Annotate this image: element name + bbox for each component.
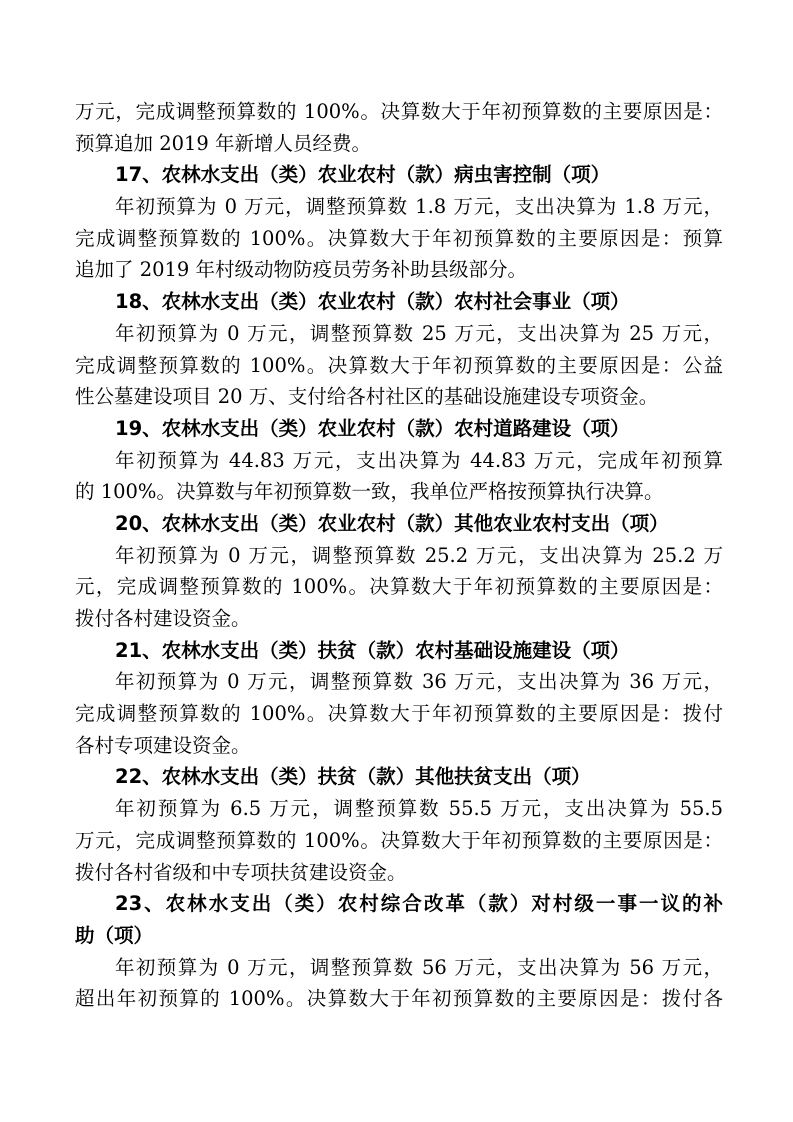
section-heading: 19、农林水支出（类）农业农村（款）农村道路建设（项） [115, 416, 630, 440]
text-line: 年初预算为 0 万元，调整预算数 25.2 万元，支出决算为 25.2 万 [115, 543, 723, 567]
paragraph [75, 952, 723, 1015]
section-heading: 17、农林水支出（类）农业农村（款）病虫害控制（项） [115, 163, 611, 187]
text-line: 追加了 2019 年村级动物防疫员劳务补助县级部分。 [75, 258, 528, 282]
section-heading: 23、农林水支出（类）农村综合改革（款）对村级一事一议的补 [115, 892, 723, 916]
text-line: 年初预算为 0 万元，调整预算数 36 万元，支出决算为 36 万元， [115, 670, 723, 694]
text-line: 年初预算为 0 万元，调整预算数 25 万元，支出决算为 25 万元， [115, 321, 723, 345]
text-line: 万元，完成调整预算数的 100%。决算数大于年初预算数的主要原因是： [75, 828, 723, 852]
text-line: 性公墓建设项目 20 万、支付给各村社区的基础设施建设专项资金。 [75, 385, 659, 409]
text-line: 完成调整预算数的 100%。决算数大于年初预算数的主要原因是：预算 [75, 226, 723, 250]
paragraph [75, 191, 723, 286]
paragraph [75, 96, 723, 159]
paragraph [75, 318, 723, 413]
text-line: 拨付各村省级和中专项扶贫建设资金。 [75, 860, 407, 884]
section-heading: 18、农林水支出（类）农业农村（款）农村社会事业（项） [115, 290, 630, 314]
paragraph [75, 793, 723, 888]
paragraph [75, 540, 723, 635]
text-line: 拨付各村建设资金。 [75, 607, 251, 630]
text-line: 万元，完成调整预算数的 100%。决算数大于年初预算数的主要原因是： [75, 100, 723, 123]
text-line: 的 100%。决算数与年初预算数一致，我单位严格按预算执行决算。 [75, 480, 664, 504]
section-heading: 20、农林水支出（类）农业农村（款）其他农业农村支出（项） [115, 511, 669, 535]
section-heading-continuation: 助（项） [75, 923, 154, 947]
paragraph [75, 445, 723, 508]
section-heading: 21、农林水支出（类）扶贫（款）农村基础设施建设（项） [115, 638, 630, 662]
document-page [75, 96, 723, 1015]
text-line: 年初预算为 0 万元，调整预算数 56 万元，支出决算为 56 万元， [115, 955, 723, 979]
text-line: 年初预算为 6.5 万元，调整预算数 55.5 万元，支出决算为 55.5 [115, 797, 723, 821]
text-line: 预算追加 2019 年新增人员经费。 [75, 131, 372, 155]
text-line: 年初预算为 0 万元，调整预算数 1.8 万元，支出决算为 1.8 万元， [115, 195, 723, 219]
text-line: 完成调整预算数的 100%。决算数大于年初预算数的主要原因是：公益 [75, 353, 723, 377]
paragraph [75, 666, 723, 761]
text-line: 年初预算为 44.83 万元，支出决算为 44.83 万元，完成年初预算 [115, 448, 723, 472]
text-line: 超出年初预算的 100%。决算数大于年初预算数的主要原因是：拨付各 [75, 987, 723, 1011]
text-line: 各村专项建设资金。 [75, 733, 251, 757]
section-heading: 22、农林水支出（类）扶贫（款）其他扶贫支出（项） [115, 765, 591, 789]
text-line: 完成调整预算数的 100%。决算数大于年初预算数的主要原因是：拨付 [75, 702, 723, 726]
text-line: 元，完成调整预算数的 100%。决算数大于年初预算数的主要原因是： [75, 575, 723, 599]
